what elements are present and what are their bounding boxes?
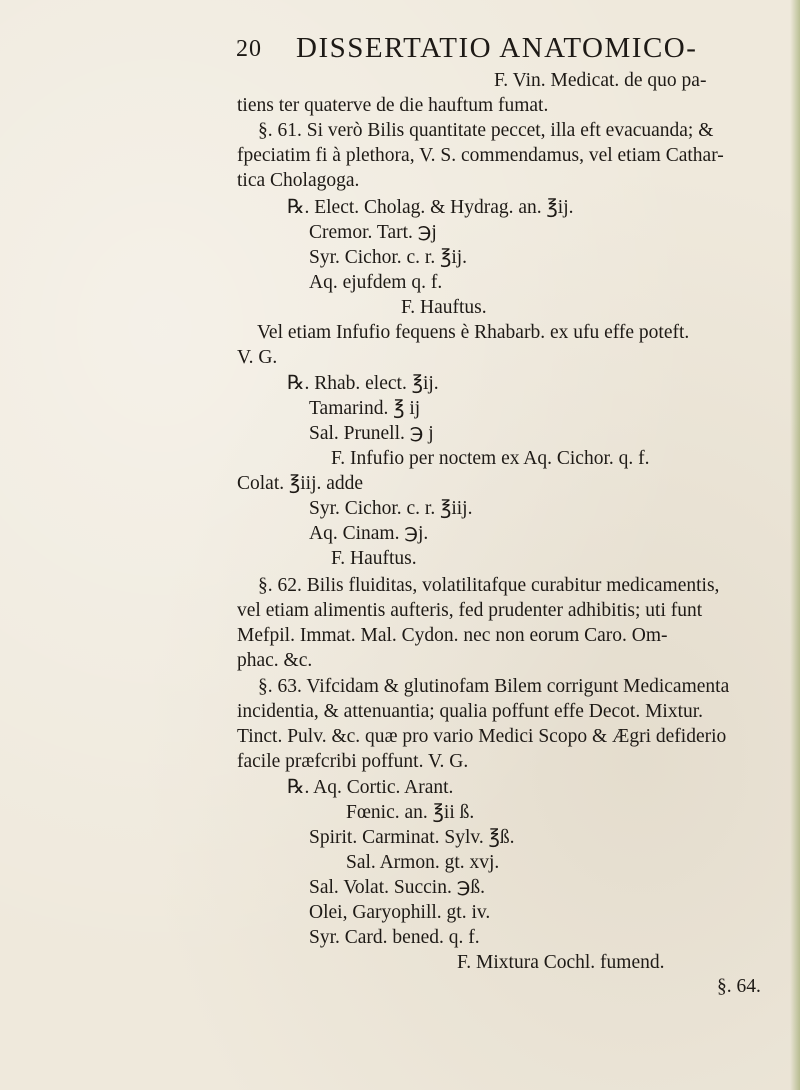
recipe-line: Aq. Cinam. ℈j.	[309, 523, 429, 544]
recipe-line: Sal. Prunell. ℈ j	[309, 423, 434, 444]
text-line: fpeciatim fi à plethora, V. S. commendamus, vel etiam Cathar-	[237, 145, 724, 166]
section-line: §. 61. Si verò Bilis quantitate peccet, illa eft evacuanda; &	[258, 120, 714, 141]
recipe-line: F. Infufio per noctem ex Aq. Cichor. q. f.	[331, 448, 650, 469]
text-line: vel etiam alimentis aufteris, fed prudenter adhibitis; uti funt	[237, 600, 703, 621]
text-line: tica Cholagoga.	[237, 170, 360, 191]
recipe-line: F. Hauftus.	[331, 548, 417, 569]
recipe-line: Syr. Cichor. c. r. ℥ij.	[309, 247, 468, 268]
recipe-line: Spirit. Carminat. Sylv. ℥ß.	[309, 827, 515, 848]
catchword: §. 64.	[717, 976, 761, 997]
recipe-line: F. Hauftus.	[401, 297, 487, 318]
text-line: F. Vin. Medicat. de quo pa-	[494, 70, 707, 91]
recipe-line: ℞. Aq. Cortic. Arant.	[287, 777, 454, 798]
page-edge	[790, 0, 800, 1090]
running-title: DISSERTATIO ANATOMICO-	[296, 32, 698, 64]
text-line: Vel etiam Infufio fequens è Rhabarb. ex ufu effe poteft.	[257, 322, 690, 343]
page-number: 20	[236, 36, 262, 62]
recipe-line: ℞. Rhab. elect. ℥ij.	[287, 373, 439, 394]
recipe-line: ℞. Elect. Cholag. & Hydrag. an. ℥ij.	[287, 197, 574, 218]
text-line: incidentia, & attenuantia; qualia poffunt effe Decot. Mixtur.	[237, 701, 704, 722]
page-header	[236, 32, 796, 72]
recipe-line: Colat. ℥iij. adde	[237, 473, 364, 494]
recipe-line: F. Mixtura Cochl. fumend.	[457, 952, 665, 973]
recipe-line: Tamarind. ℥ ij	[309, 398, 421, 419]
text-line: Tinct. Pulv. &c. quæ pro vario Medici Scopo & Ægri defiderio	[237, 726, 727, 747]
section-line: §. 62. Bilis fluiditas, volatilitafque curabitur medicamentis,	[258, 575, 720, 596]
text-line: phac. &c.	[237, 650, 313, 671]
recipe-line: Syr. Cichor. c. r. ℥iij.	[309, 498, 473, 519]
text-line: Mefpil. Immat. Mal. Cydon. nec non eorum Caro. Om-	[237, 625, 668, 646]
recipe-line: Sal. Volat. Succin. ℈ß.	[309, 877, 485, 898]
recipe-line: Fœnic. an. ℥ii ß.	[346, 802, 475, 823]
text-line: facile præfcribi poffunt. V. G.	[237, 751, 469, 772]
recipe-line: Cremor. Tart. ℈j	[309, 222, 437, 243]
recipe-line: Aq. ejufdem q. f.	[309, 272, 443, 293]
recipe-line: Olei, Garyophill. gt. iv.	[309, 902, 491, 923]
section-line: §. 63. Vifcidam & glutinofam Bilem corrigunt Medicamenta	[258, 676, 730, 697]
recipe-line: Syr. Card. bened. q. f.	[309, 927, 480, 948]
text-line: V. G.	[237, 347, 278, 368]
text-line: tiens ter quaterve de die hauftum fumat.	[237, 95, 549, 116]
recipe-line: Sal. Armon. gt. xvj.	[346, 852, 500, 873]
